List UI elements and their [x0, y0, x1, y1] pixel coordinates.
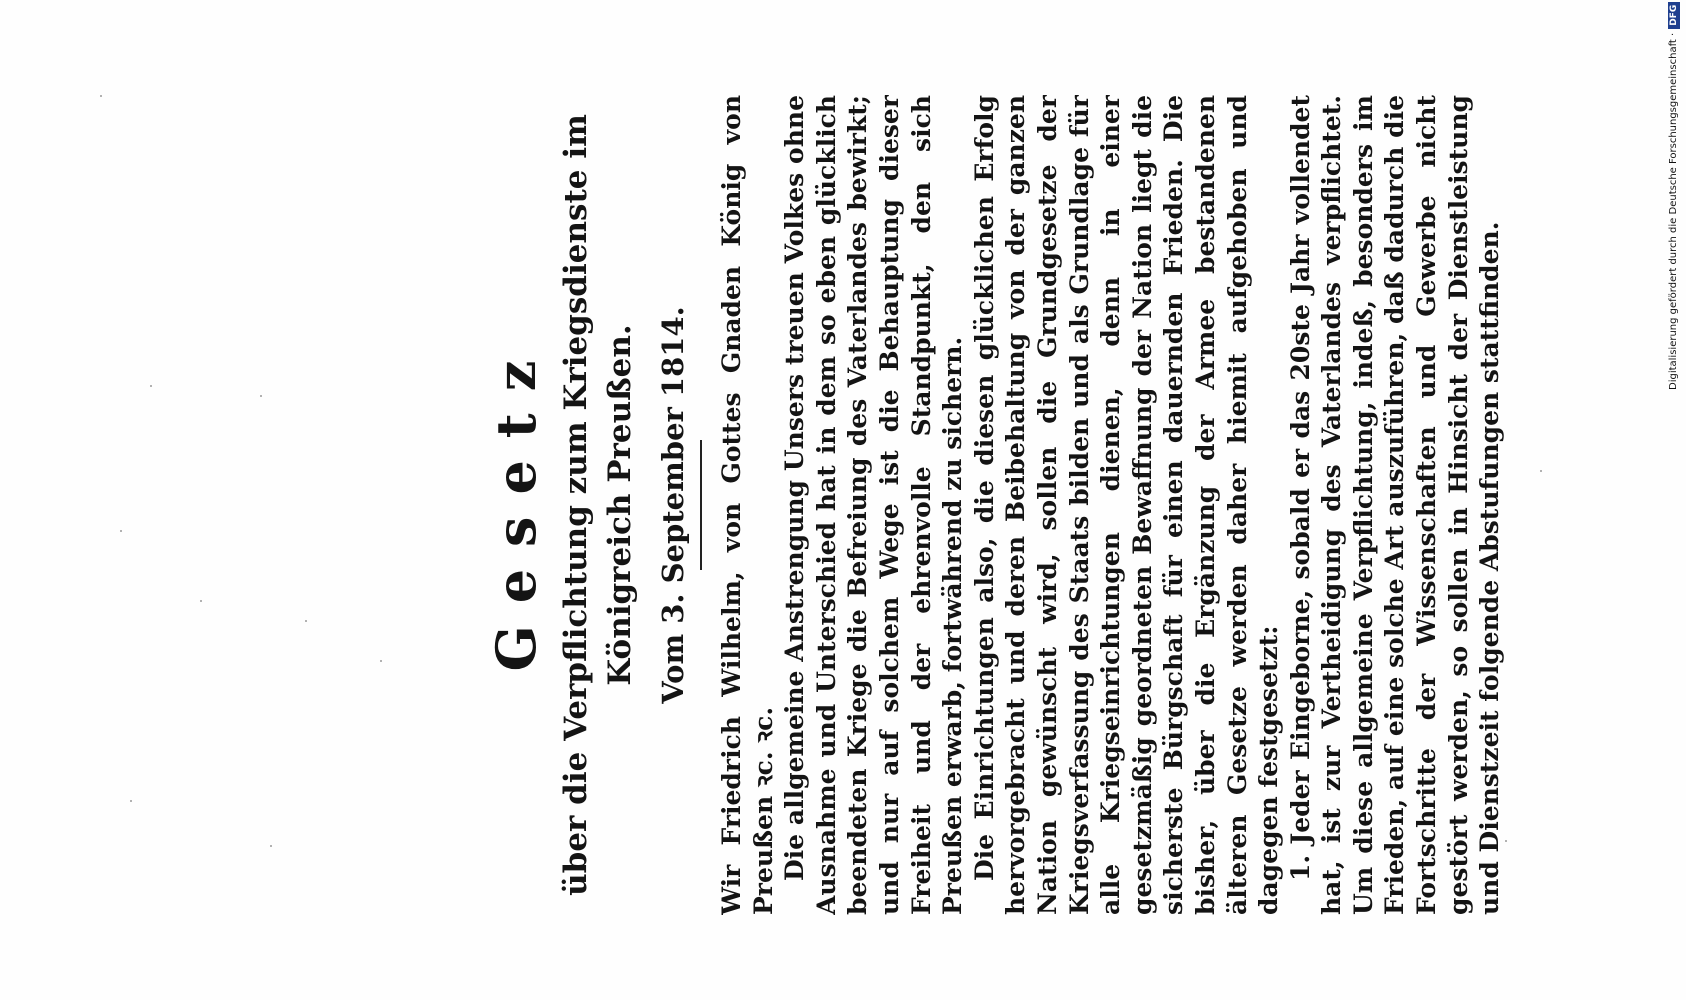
digitization-credit-text: [1668, 0, 1686, 390]
document-date: Vom 3. September 1814.: [656, 306, 690, 704]
rotated-document: [470, 95, 1530, 915]
paragraph-1: Die allgemeine Anstrengung Unsers treuen Volkes ohne Ausnahme und Unterschied hat in dem so eben glücklich beendeten Kriege die Befreiung des Vaterlandes bewirkt; und nur auf solchem Wege ist die Behauptung dieser Freiheit und der ehrenvolle Standpunkt, den sich Preußen erwarb, fortwährend zu sichern.: [780, 95, 968, 915]
document-body: [470, 95, 1530, 915]
divider-rule: [700, 440, 702, 570]
paragraph-2: Die Einrichtungen also, die diesen glücklichen Erfolg hervorgebracht und deren Beibehaltung von der ganzen Nation gewünscht wird, sollen die Grundgesetze der Kriegsverfassung des Staats bilden und als Grundlage für alle Kriegseinrichtungen dienen, denn in einer gesetzmäßig geordneten Bewaffnung der Nation liegt die sicherste Bürgschaft für einen dauernden Frieden. Die bisher, über die Ergänzung der Armee bestandenen älteren Gesetze werden daher hiemit aufgehoben und dagegen festgesetzt:: [969, 95, 1284, 915]
document-subtitle: über die Verpflichtung zum Kriegsdienste im Königreich Preußen.: [558, 114, 638, 896]
credit-text: Digitalisierung gefördert durch die Deutsche Forschungsgemeinschaft ·: [1668, 32, 1679, 390]
paragraph-opening: Wir Friedrich Wilhelm, von Gottes Gnaden König von Preußen ꝛc. ꝛc.: [717, 95, 778, 915]
paragraph-3: 1. Jeder Eingeborne, sobald er das 20ste Jahr vollendet hat, ist zur Vertheidigung des Vaterlandes verpflichtet. Um diese allgemeine Verpflichtung, indeß, besonders im Frieden, auf eine solche Art auszuführen, daß dadurch die Fortschritte der Wissenschaften und Gewerbe nicht gestört werden, so sollen in Hinsicht der Dienstleistung und Dienstzeit folgende Abstufungen stattfinden.: [1285, 95, 1505, 915]
document-title: Gesetz: [484, 338, 548, 672]
dfg-logo: DFG: [1668, 2, 1680, 29]
digitization-credit: [1668, 4, 1686, 990]
